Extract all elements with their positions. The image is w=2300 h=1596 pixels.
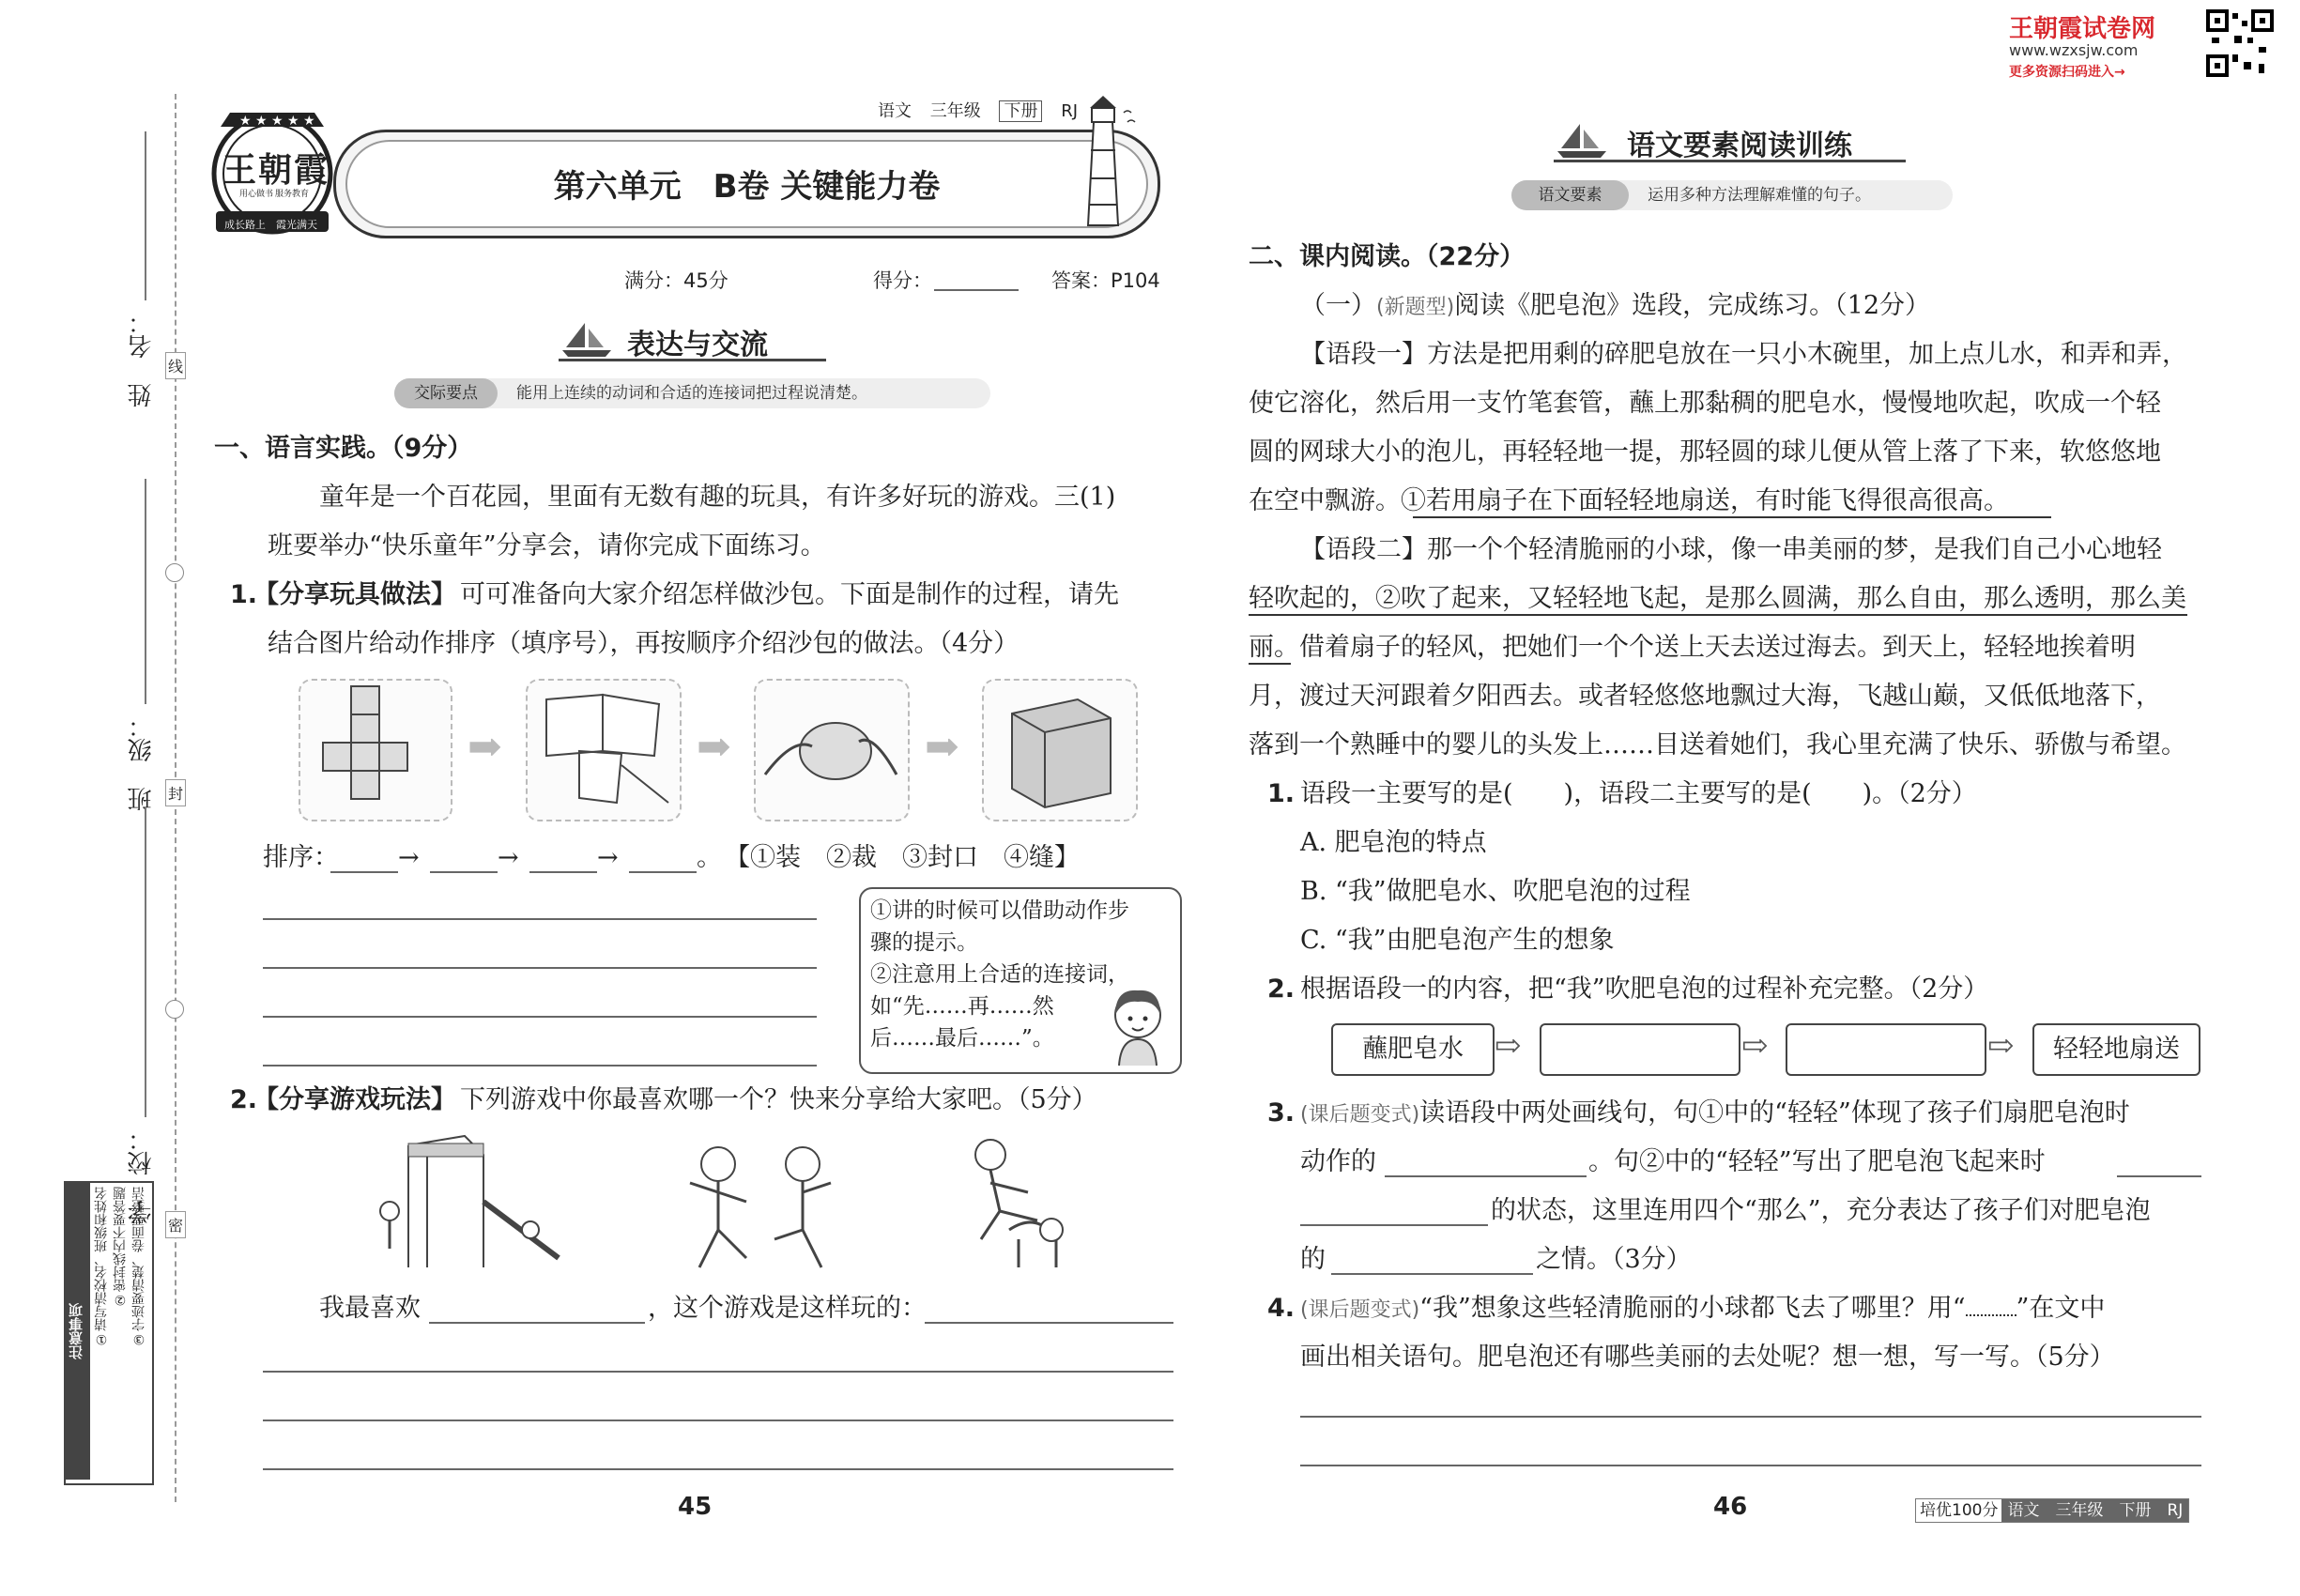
- passage2-line-2: 轻吹起的，②吹了起来，又轻轻地飞起，是那么圆满，那么自由，那么透明，那么美: [1249, 584, 2186, 613]
- step-image-sew: [526, 679, 682, 821]
- r-q2-text: 根据语段一的内容，把“我”吹肥皂泡的过程补充完整。（2分）: [1300, 974, 1989, 1004]
- meta-edition: RJ: [1061, 101, 1079, 121]
- svg-text:★ ★ ★ ★ ★: ★ ★ ★ ★ ★: [239, 114, 315, 129]
- tip-line-4: 如“先……再……然: [870, 994, 1054, 1019]
- key-point-text-right: 运用多种方法理解难懂的句子。: [1648, 186, 1871, 205]
- seal-knot-2: [165, 1000, 184, 1019]
- sort-arrow-2: →: [498, 843, 519, 872]
- sewing-icon: [528, 681, 680, 820]
- sort-arrow-1: →: [398, 843, 420, 872]
- r-q1-option-c[interactable]: C. “我”由肥皂泡产生的想象: [1300, 926, 1615, 955]
- page-number-46: 46: [1713, 1493, 1748, 1521]
- page-number-45: 45: [678, 1493, 713, 1521]
- q2-text: 下列游戏中你最喜欢哪一个？快来分享给大家吧。（5分）: [460, 1085, 1097, 1114]
- q1-answer-line-1[interactable]: [263, 918, 817, 920]
- part2-heading: 二、课内阅读。（22分）: [1249, 242, 1526, 271]
- tip-box: [859, 887, 1182, 1074]
- r-q4-line-1: [1300, 1284, 2105, 1335]
- flow-step-4: 轻轻地扇送: [2032, 1023, 2200, 1076]
- passage2-line-3: 丽。借着扇子的轻风，把她们一个个送上天去送过海去。到天上，轻轻地挨着明: [1249, 633, 2136, 662]
- flow-arrow-2: ⇨: [1741, 1027, 1769, 1065]
- r-q3-l4-b: 之情。（3分）: [1536, 1245, 1692, 1274]
- tip-line-3: ②注意用上合适的连接词，: [870, 962, 1129, 987]
- score-got-field[interactable]: [934, 289, 1019, 291]
- r-q3-blank-3[interactable]: [1331, 1273, 1533, 1275]
- sub-heading-tag: (新题型): [1376, 296, 1455, 319]
- r-q4-line-1b: ”在文中: [2016, 1294, 2106, 1323]
- binding-strip: [56, 94, 188, 1502]
- step-arrow-2: ➡: [697, 723, 731, 771]
- step-arrow-3: ➡: [925, 723, 959, 771]
- brand-slogan-1: 用心做书: [239, 190, 274, 199]
- notice-item-3: ③字迹要清楚、卷面要整洁: [131, 1187, 146, 1346]
- flow-arrow-3: ⇨: [1987, 1027, 2015, 1065]
- sort-arrow-3: →: [597, 843, 619, 872]
- score-full: 满分：45分: [624, 269, 728, 292]
- sort-blank-1[interactable]: [330, 871, 398, 873]
- sort-blank-3[interactable]: [529, 871, 597, 873]
- section-title-underline: [559, 359, 826, 361]
- q1-answer-line-4[interactable]: [263, 1065, 817, 1067]
- passage1-line-3: 圆的网球大小的泡儿，再轻轻地一提，那轻圆的球儿便从管上落了下来，软悠悠地: [1249, 437, 2161, 467]
- wavy-mark-icon: [1966, 1314, 2016, 1316]
- school-label: 学 校：: [128, 1127, 156, 1224]
- flow-step-3[interactable]: [1786, 1023, 1986, 1076]
- passage1-line-1: 【语段一】方法是把用剩的碎肥皂放在一只小木碗里，加上点儿水，和弄和弄，: [1300, 340, 2187, 369]
- cut-mark-1: 线: [165, 352, 186, 379]
- r-q3-blank-2b[interactable]: [1300, 1224, 1488, 1226]
- tip-line-1: ①讲的时候可以借助动作步: [870, 898, 1129, 923]
- notice-item-1: ①请写清校名、班级和姓名: [94, 1187, 109, 1346]
- section-title-reading: 语文要素阅读训练: [1627, 130, 1852, 162]
- notice-item-2: ②密封线内不要答题: [113, 1187, 128, 1307]
- site-promo[interactable]: [2009, 9, 2281, 84]
- brand-ribbon: 成长路上 霞光满天: [224, 219, 317, 231]
- r-q4-answer-line-2[interactable]: [1300, 1465, 2201, 1466]
- playground-slide-icon: [361, 1127, 568, 1277]
- r-q4-answer-line-1[interactable]: [1300, 1416, 2201, 1418]
- passage2-line-1: 【语段二】那一个个轻清脆丽的小球，像一串美丽的梦，是我们自己小心地轻: [1300, 535, 2162, 564]
- sort-blank-4[interactable]: [629, 871, 697, 873]
- r-q4-tag: (课后题变式): [1300, 1298, 1420, 1322]
- footer-badge: [1915, 1498, 2189, 1523]
- q2-number: 2.: [230, 1085, 258, 1114]
- brand-name: 王朝霞: [222, 151, 330, 190]
- tip-line-2: 骤的提示。: [870, 930, 978, 955]
- passage2-line-4: 月，渡过天河跟着夕阳西去。或者轻悠悠地飘过大海，飞越山巅，又低低地落下，: [1249, 682, 2161, 711]
- key-point-bar: [394, 378, 990, 408]
- underline-sentence-2b: [1249, 663, 1291, 665]
- cut-mark-3: 密: [165, 1211, 186, 1238]
- sub-heading-text: 阅读《肥皂泡》选段，完成练习。（12分）: [1454, 291, 1931, 320]
- r-q4-number: 4.: [1267, 1294, 1296, 1323]
- part1-heading: 一、语言实践。（9分）: [214, 434, 473, 463]
- lighthouse-icon: [1066, 94, 1141, 235]
- sailboat-icon-right: [1554, 120, 1610, 160]
- r-q3-l3-b: 的状态，这里连用四个“那么”，充分表达了孩子们对肥皂泡: [1491, 1196, 2151, 1225]
- title-banner: [333, 130, 1160, 238]
- sub-heading: [1300, 282, 1930, 332]
- step-image-cut: [299, 679, 452, 821]
- q1-answer-line-3[interactable]: [263, 1016, 817, 1018]
- site-tip: 更多资源扫码进入→: [2009, 65, 2125, 80]
- qr-code-icon[interactable]: [2206, 9, 2274, 77]
- sandbag-cube-icon: [984, 681, 1136, 820]
- underline-sentence-2: [1249, 614, 2187, 616]
- flow-arrow-1: ⇨: [1495, 1027, 1522, 1065]
- r-q1-option-b[interactable]: B. “我”做肥皂水、吹肥皂泡的过程: [1300, 877, 1691, 906]
- header-meta: [878, 98, 1078, 122]
- section-title-underline-right: [1554, 160, 1906, 162]
- fabric-net-icon: [300, 681, 451, 820]
- meta-grade: 三年级: [929, 101, 981, 121]
- q1-answer-line-2[interactable]: [263, 967, 817, 969]
- footer-meta: 语文 三年级 下册 RJ: [2001, 1499, 2188, 1522]
- tip-line-5: 后……最后……”。: [870, 1026, 1054, 1051]
- r-q1-number: 1.: [1267, 779, 1296, 808]
- r-q3-l2-b: 。句②中的“轻轻”写出了肥皂泡飞起来时: [1588, 1147, 2046, 1176]
- r-q3-number: 3.: [1267, 1098, 1296, 1128]
- shuttlecock-kicking-icon: [671, 1127, 850, 1277]
- intro-line-1: 童年是一个百花园，里面有无数有趣的玩具，有许多好玩的游戏。三(1): [319, 483, 1116, 512]
- section-title-expression: 表达与交流: [627, 329, 768, 361]
- r-q4-line-2: 画出相关语句。肥皂泡还有哪些美丽的去处呢？想一想，写一写。（5分）: [1300, 1343, 2115, 1372]
- sort-label: 排序：: [263, 843, 339, 872]
- answer-page: 答案：P104: [1051, 269, 1160, 292]
- fav-howto-blank[interactable]: [925, 1322, 1173, 1324]
- underline-sentence-1: [1413, 516, 2051, 518]
- fav-game-blank[interactable]: [429, 1322, 645, 1324]
- q1-line-2: 结合图片给动作排序（填序号），再按顺序介绍沙包的做法。（4分）: [268, 629, 1020, 658]
- r-q3-line-1: [1300, 1089, 2130, 1140]
- site-url: www.wzxsjw.com: [2009, 41, 2139, 59]
- q1-number: 1.: [230, 580, 258, 609]
- class-write-line[interactable]: [145, 479, 146, 704]
- passage1-line-4: 在空中飘游。①若用扇子在下面轻轻地扇送，有时能飞得很高很高。: [1249, 486, 2009, 515]
- q2-answer-line-1[interactable]: [263, 1371, 1173, 1373]
- key-point-bar-right: [1511, 180, 1953, 210]
- name-label: 姓 名：: [128, 310, 156, 407]
- r-q1-text: 语段一主要写的是( )，语段二主要写的是( )。（2分）: [1300, 779, 1977, 808]
- r-q3-l2-a: 动作的: [1300, 1147, 1376, 1176]
- site-title: 王朝霞试卷网: [2009, 15, 2156, 43]
- q2-answer-line-3[interactable]: [263, 1468, 1173, 1470]
- sort-options: 【①装 ②裁 ③封口 ④缝】: [725, 843, 1080, 872]
- step-arrow-1: ➡: [468, 723, 502, 771]
- step-image-seal: [982, 679, 1138, 821]
- r-q3-l4-a: 的: [1300, 1245, 1326, 1274]
- r-q3-blank-2a[interactable]: [2117, 1175, 2201, 1177]
- meta-subject: 语文: [878, 101, 912, 121]
- sort-blank-2[interactable]: [430, 871, 498, 873]
- brand-slogan-2: 服务教育: [275, 190, 310, 199]
- key-point-label: 交际要点: [394, 378, 498, 408]
- fav-middle: ，这个游戏是这样玩的：: [648, 1294, 927, 1323]
- r-q3-blank-1[interactable]: [1385, 1175, 1587, 1177]
- r-q3-line-1-text: 读语段中两处画线句，句①中的“轻轻”体现了孩子们扇肥皂泡时: [1419, 1098, 2130, 1128]
- notice-title: 注意事项: [66, 1183, 90, 1480]
- r-q1-option-a[interactable]: A. 肥皂泡的特点: [1300, 828, 1487, 857]
- passage1-line-2: 使它溶化，然后用一支竹笔套管，蘸上那黏稠的肥皂水，慢慢地吹起，吹成一个轻: [1249, 389, 2161, 418]
- step-image-fill: [754, 679, 910, 821]
- r-q2-number: 2.: [1267, 974, 1296, 1004]
- fav-prefix: 我最喜欢: [319, 1294, 421, 1323]
- r-q3-tag: (课后题变式): [1300, 1103, 1420, 1127]
- q2-answer-line-2[interactable]: [263, 1420, 1173, 1421]
- flow-step-2[interactable]: [1540, 1023, 1740, 1076]
- notice-box: [64, 1181, 154, 1485]
- score-got-label: 得分：: [873, 269, 932, 292]
- meta-volume: 下册: [999, 100, 1042, 122]
- flow-step-1: 蘸肥皂水: [1331, 1023, 1495, 1076]
- q1-line-1: 可可准备向大家介绍怎样做沙包。下面是制作的过程，请先: [460, 580, 1119, 609]
- key-point-label-right: 语文要素: [1511, 180, 1629, 210]
- q1-tag: 【分享玩具做法】: [253, 580, 456, 609]
- cut-mark-2: 封: [165, 779, 186, 806]
- leapfrog-icon: [943, 1127, 1084, 1277]
- class-label: 班 级：: [128, 714, 156, 811]
- seal-knot-1: [165, 563, 184, 582]
- girl-avatar-icon: [1100, 981, 1175, 1067]
- sort-end: 。: [697, 843, 722, 872]
- passage2-line-5: 落到一个熟睡中的婴儿的头发上……目送着她们，我心里充满了快乐、骄傲与希望。: [1249, 730, 2186, 760]
- footer-tag: 培优100分: [1920, 1501, 1999, 1520]
- name-write-line[interactable]: [145, 131, 146, 300]
- key-point-text: 能用上连续的动词和合适的连接词把过程说清楚。: [516, 384, 867, 403]
- q2-tag: 【分享游戏玩法】: [253, 1085, 456, 1114]
- hands-filling-icon: [756, 681, 908, 820]
- r-q4-line-1a: “我”想象这些轻清脆丽的小球都飞去了哪里？用“: [1419, 1294, 1966, 1323]
- sailboat-icon: [559, 319, 615, 359]
- sub-heading-prefix: （一）: [1300, 291, 1376, 320]
- brand-logo: [202, 99, 343, 239]
- intro-line-2: 班要举办“快乐童年”分享会，请你完成下面练习。: [268, 531, 826, 560]
- school-write-line[interactable]: [145, 807, 146, 1117]
- page-title: 第六单元 B卷 关键能力卷: [553, 168, 941, 206]
